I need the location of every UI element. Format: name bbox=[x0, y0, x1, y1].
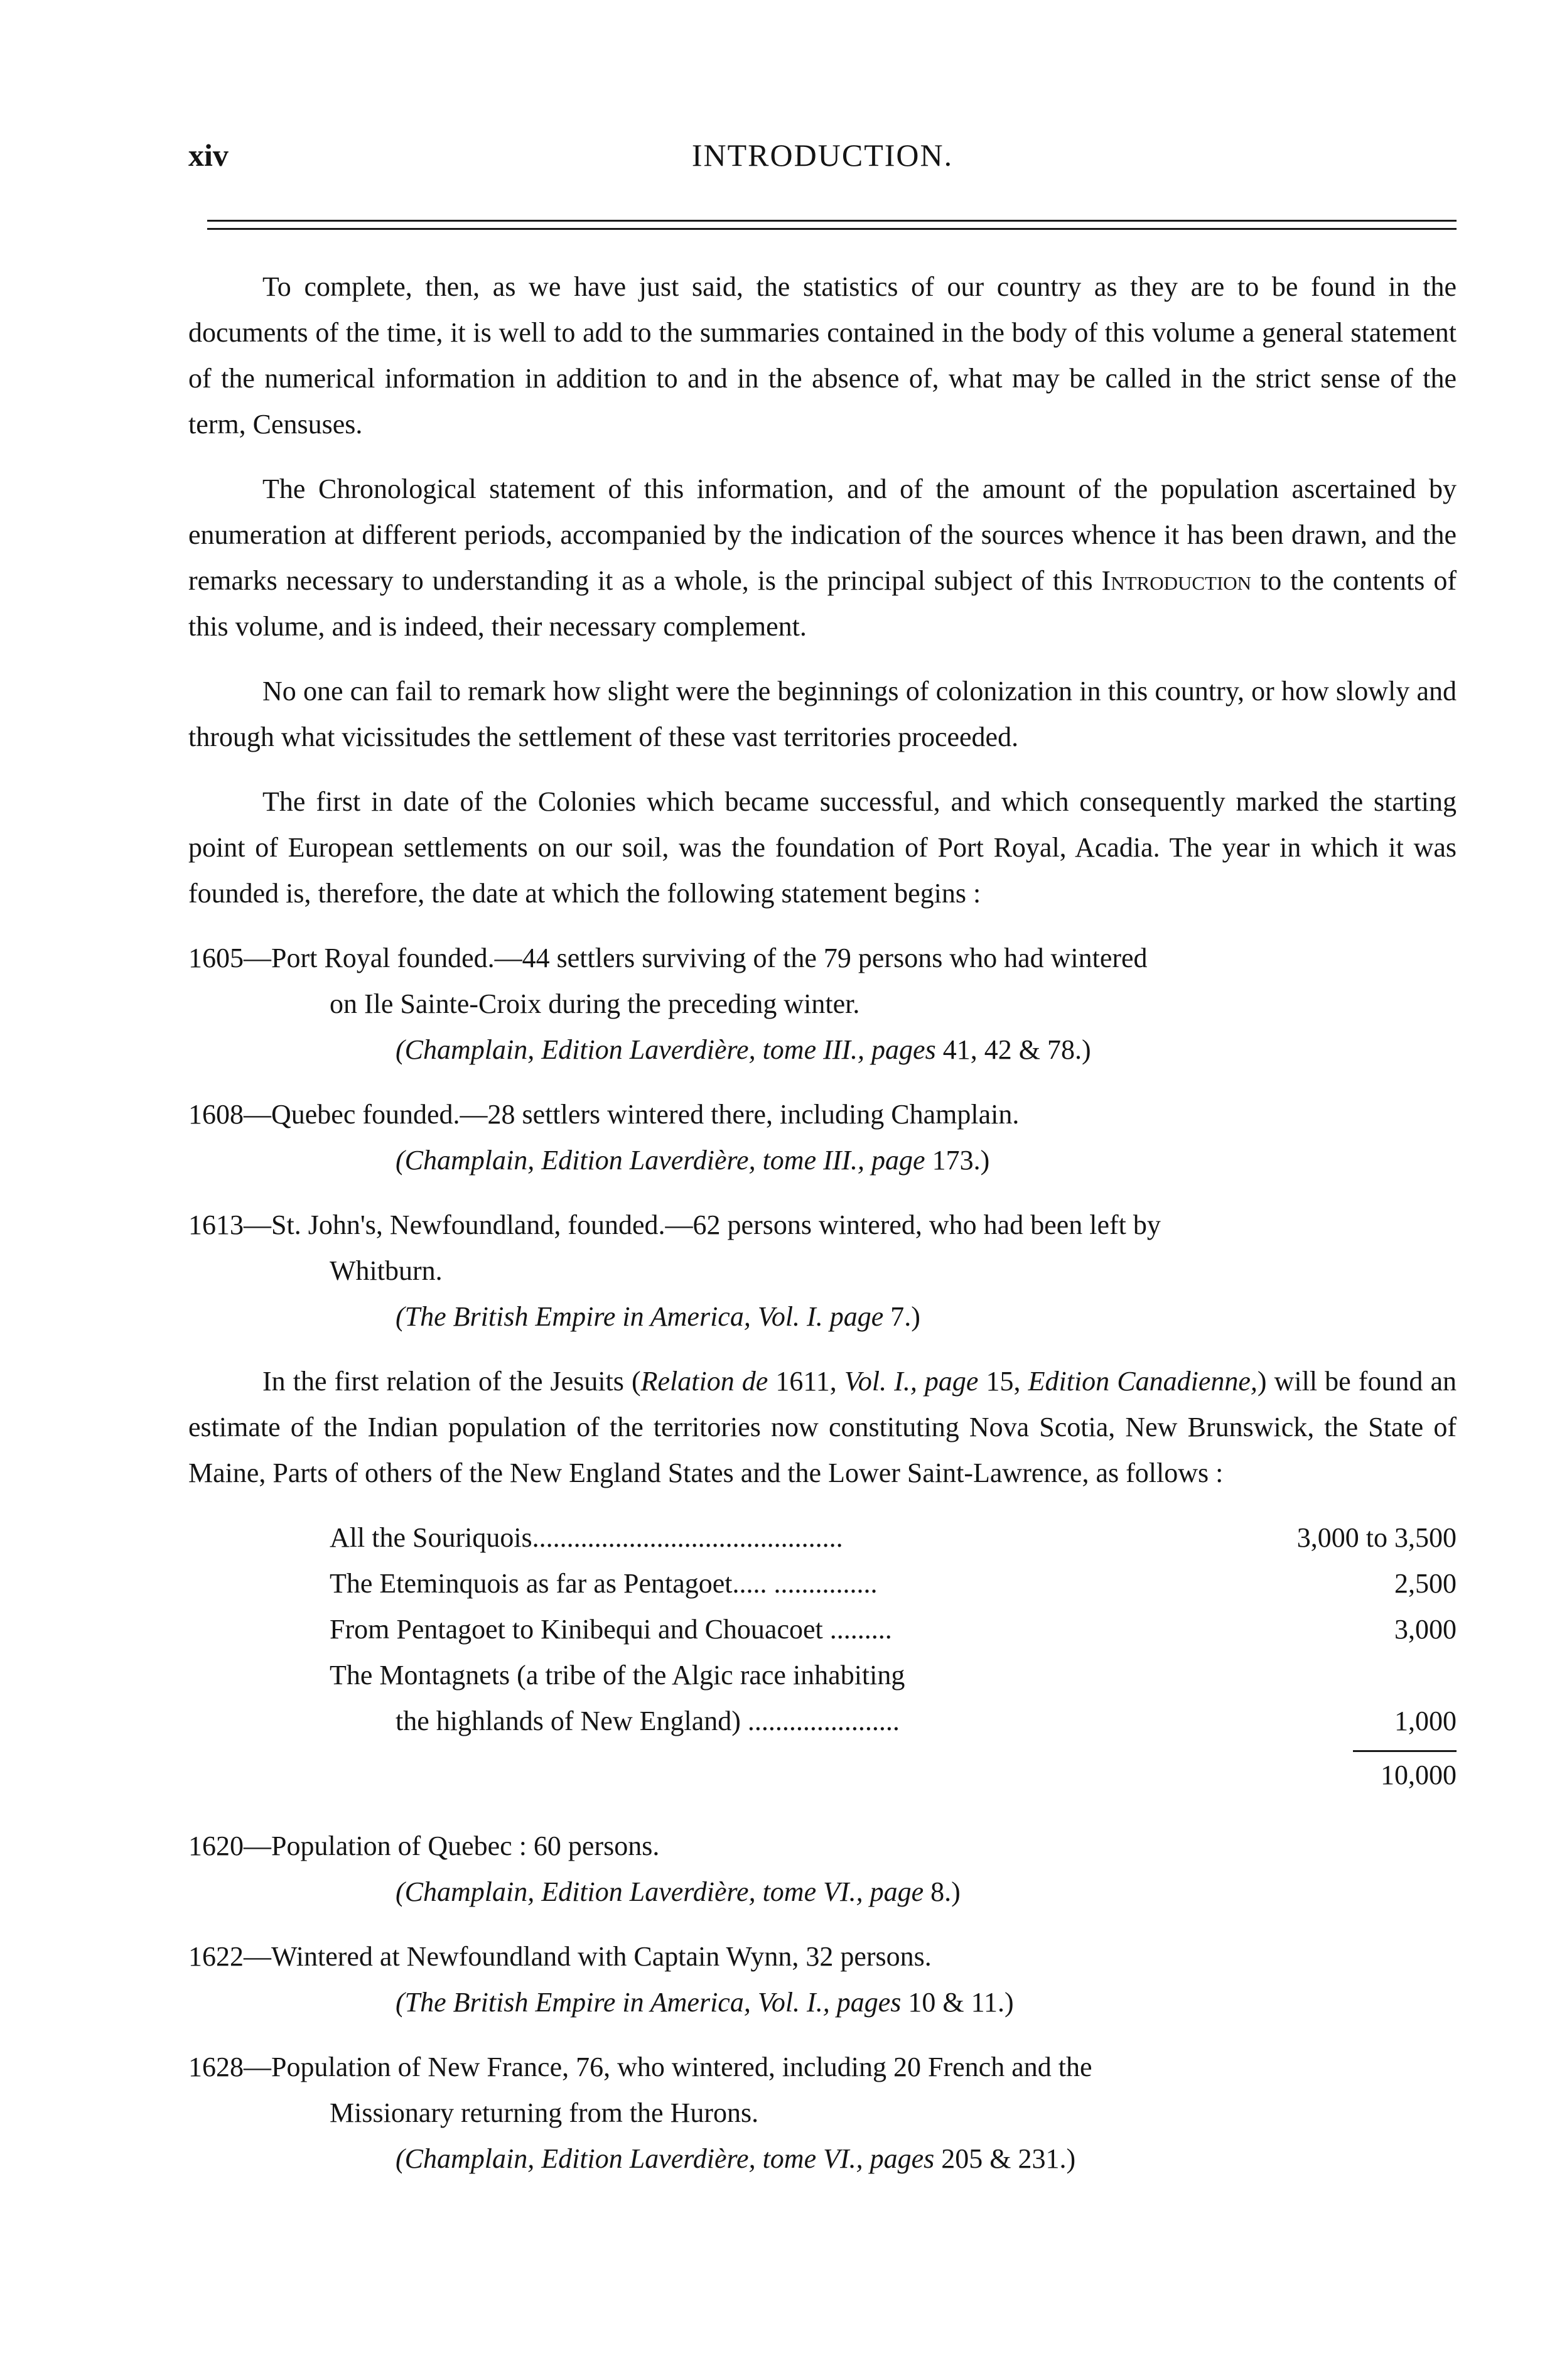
tribe-label: All the Souriquois............................................. bbox=[330, 1522, 843, 1553]
introduction-smallcaps: Introduction bbox=[1101, 565, 1252, 596]
table-row bbox=[188, 1561, 1457, 1606]
entry-line bbox=[188, 1823, 1457, 1869]
source-pages: 8.) bbox=[924, 1876, 961, 1907]
entry-year: 1605 bbox=[188, 943, 244, 973]
header-double-rule bbox=[207, 220, 1457, 230]
entry-text: —St. John's, Newfoundland, founded.—62 persons wintered, who had been left by bbox=[244, 1209, 1161, 1240]
entry-source bbox=[188, 1027, 1457, 1073]
source-citation: (Champlain, Edition Laverdière, tome VI., pages bbox=[396, 2143, 935, 2174]
source-citation: (Champlain, Edition Laverdière, tome VI., page bbox=[396, 1876, 924, 1907]
entry-1605 bbox=[188, 935, 1457, 1073]
entry-year: 1613 bbox=[188, 1209, 244, 1240]
paragraph-text: to the contents of this volume, and is indeed, their necessary complement. bbox=[188, 565, 1457, 642]
paragraph-first-colony: The first in date of the Colonies which became successful, and which consequently marked the starting point of European settlements on our soil, was the foundation of Port Royal, Acadia. The year in which it was founded is, therefore, the date at which the following statement begins : bbox=[188, 786, 1457, 909]
entry-continuation: Whitburn. bbox=[330, 1255, 443, 1286]
paragraph-text: In the first relation of the Jesuits ( bbox=[262, 1366, 641, 1397]
citation-italic: Edition Canadienne, bbox=[1028, 1366, 1258, 1397]
page-number: xiv bbox=[188, 138, 229, 173]
source-pages: 7.) bbox=[883, 1301, 920, 1332]
source-citation: (Champlain, Edition Laverdière, tome III., pages bbox=[396, 1034, 936, 1065]
source-pages: 41, 42 & 78.) bbox=[935, 1034, 1091, 1065]
entry-text: —Quebec founded.—28 settlers wintered there, including Champlain. bbox=[244, 1099, 1020, 1130]
entry-source bbox=[188, 2136, 1457, 2182]
entry-source bbox=[188, 1294, 1457, 1339]
entry-year: 1628 bbox=[188, 2052, 244, 2082]
entry-source bbox=[188, 1869, 1457, 1915]
entry-line bbox=[188, 935, 1457, 981]
source-citation: (The British Empire in America, Vol. I., pages bbox=[396, 1987, 902, 2018]
entry-line bbox=[188, 1202, 1457, 1248]
entry-1620 bbox=[188, 1823, 1457, 1915]
tribe-value: 3,000 bbox=[1394, 1614, 1457, 1645]
entry-source bbox=[188, 1137, 1457, 1183]
table-row bbox=[188, 1515, 1457, 1561]
entry-text: —Population of New France, 76, who wintered, including 20 French and the bbox=[244, 2052, 1092, 2082]
entry-continuation: on Ile Sainte-Croix during the preceding winter. bbox=[330, 988, 860, 1019]
source-citation: (The British Empire in America, Vol. I. page bbox=[396, 1301, 884, 1332]
entry-text: —Population of Quebec : 60 persons. bbox=[244, 1831, 660, 1861]
entry-line bbox=[188, 1934, 1457, 1979]
tribe-label: From Pentagoet to Kinibequi and Chouacoet ......... bbox=[330, 1614, 892, 1645]
page-body bbox=[188, 264, 1457, 2200]
paragraph-text: 15, bbox=[978, 1366, 1028, 1397]
entry-1622 bbox=[188, 1934, 1457, 2025]
entry-1628 bbox=[188, 2044, 1457, 2182]
source-pages: 205 & 231.) bbox=[934, 2143, 1076, 2174]
tribe-value: 3,000 to 3,500 bbox=[1296, 1522, 1457, 1553]
paragraph-text: 1611, bbox=[768, 1366, 844, 1397]
entry-year: 1622 bbox=[188, 1941, 244, 1972]
entry-text: —Port Royal founded.—44 settlers surviving of the 79 persons who had wintered bbox=[244, 943, 1148, 973]
table-row bbox=[188, 1606, 1457, 1652]
entry-1608 bbox=[188, 1091, 1457, 1183]
table-total: 10,000 bbox=[1381, 1760, 1457, 1790]
entry-source bbox=[188, 1979, 1457, 2025]
running-title: INTRODUCTION. bbox=[691, 138, 954, 173]
page-header bbox=[188, 137, 1457, 181]
paragraph-jesuit-relation bbox=[188, 1358, 1457, 1496]
tribe-label: The Montagnets (a tribe of the Algic race inhabiting bbox=[330, 1660, 905, 1690]
tribe-label-continuation: the highlands of New England) ...................... bbox=[396, 1706, 900, 1736]
entry-continuation: Missionary returning from the Hurons. bbox=[330, 2097, 759, 2128]
table-row bbox=[188, 1652, 1457, 1698]
source-pages: 10 & 11.) bbox=[901, 1987, 1014, 2018]
tribe-value: 2,500 bbox=[1394, 1568, 1457, 1599]
source-citation: (Champlain, Edition Laverdière, tome III., page bbox=[396, 1145, 925, 1176]
entry-line bbox=[188, 2044, 1457, 2090]
entry-year: 1608 bbox=[188, 1099, 244, 1130]
entry-1613 bbox=[188, 1202, 1457, 1339]
source-pages: 173.) bbox=[925, 1145, 990, 1176]
paragraph-chronological-statement bbox=[188, 466, 1457, 649]
tribe-label: The Eteminquois as far as Pentagoet..... ............... bbox=[330, 1568, 878, 1599]
tribe-value: 1,000 bbox=[1394, 1706, 1457, 1736]
paragraph-complete-statistics: To complete, then, as we have just said, the statistics of our country as they are to be found in the documents of the time, it is well to add to the summaries contained in the body of this volume a general statement of the numerical information in addition to and in the absence of, what may be called in the strict sense of the term, Censuses. bbox=[188, 271, 1457, 440]
entry-year: 1620 bbox=[188, 1831, 244, 1861]
entry-text: —Wintered at Newfoundland with Captain Wynn, 32 persons. bbox=[244, 1941, 932, 1972]
entry-line bbox=[188, 1091, 1457, 1137]
citation-italic: Relation de bbox=[640, 1366, 768, 1397]
paragraph-text: The Chronological statement of this information, and of the amount of the population ascertained by enumeration at different periods, accompanied by the indication of the sources whence it has been drawn, and the remarks necessary to understanding it as a whole, is the principal subject of this bbox=[188, 473, 1457, 596]
indian-population-table bbox=[188, 1515, 1457, 1798]
citation-italic: Vol. I., page bbox=[844, 1366, 979, 1397]
table-row bbox=[188, 1698, 1457, 1744]
paragraph-text: ) will be found an estimate of the Indian population of the territories now constituting Nova Scotia, New Brunswick, the State of Maine, Parts of others of the New England States and the Lower Saint-Lawrence, as follows : bbox=[188, 1366, 1457, 1488]
paragraph-beginnings: No one can fail to remark how slight were the beginnings of colonization in this country, or how slowly and through what vicissitudes the settlement of these vast territories proceeded. bbox=[188, 676, 1457, 752]
